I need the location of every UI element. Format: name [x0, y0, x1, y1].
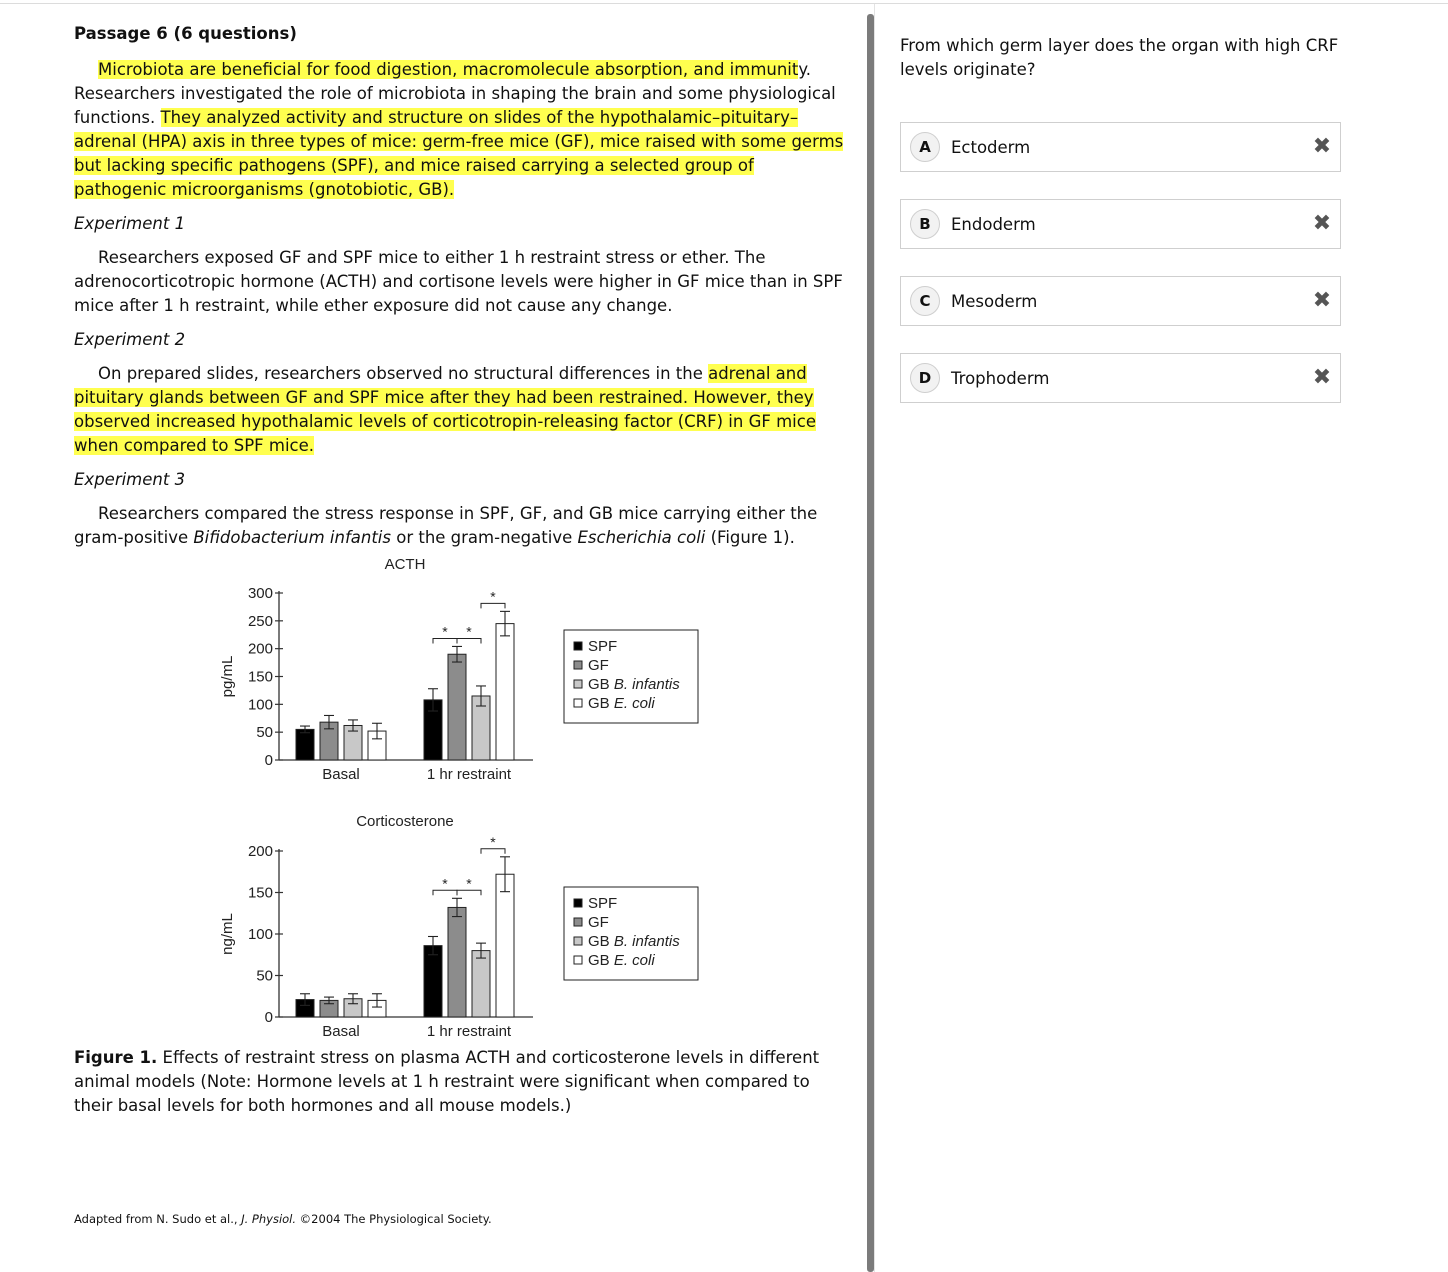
- passage-panel: [74, 22, 844, 1118]
- species-name: Escherichia coli: [577, 528, 706, 547]
- significance-star: *: [466, 623, 472, 640]
- panel-divider: [874, 4, 875, 1272]
- legend-label-text: GF: [588, 914, 609, 931]
- experiment-3-paragraph: [74, 502, 844, 550]
- legend-label-text: GF: [588, 657, 609, 674]
- y-tick-label: 100: [247, 926, 273, 943]
- experiment-2-heading: Experiment 2: [74, 330, 186, 349]
- legend-label-text: SPF: [588, 638, 618, 655]
- chart-title: ACTH: [384, 556, 426, 573]
- x-category-label: Basal: [322, 766, 360, 783]
- legend-swatch: [574, 661, 582, 669]
- choice-c[interactable]: [900, 276, 1341, 326]
- experiment-3-heading: Experiment 3: [74, 470, 186, 489]
- bar-gb-e-coli: [496, 874, 514, 1017]
- y-tick-label: 250: [247, 612, 273, 630]
- experiment-3-text: or the gram-negative: [390, 528, 578, 547]
- intro-paragraph: [74, 58, 844, 202]
- bar-gb-b-infantis: [472, 951, 490, 1017]
- choice-label[interactable]: Trophoderm: [951, 369, 1050, 388]
- journal-name: J. Physiol.: [241, 1212, 297, 1226]
- eliminate-icon[interactable]: ✖: [1312, 134, 1332, 159]
- legend-swatch: [574, 680, 582, 688]
- legend-label: [588, 914, 609, 931]
- species-name: Bifidobacterium infantis: [193, 528, 391, 547]
- caption-label: Figure 1.: [74, 1048, 158, 1067]
- eliminate-icon[interactable]: ✖: [1312, 288, 1332, 313]
- choice-a[interactable]: [900, 122, 1341, 172]
- bar-gb-e-coli: [496, 624, 514, 760]
- y-axis-label: ng/mL: [219, 913, 236, 955]
- choice-letter[interactable]: B: [910, 209, 940, 239]
- passage-title: Passage 6 (6 questions): [74, 24, 297, 43]
- y-tick-label: 300: [247, 585, 273, 602]
- choice-letter[interactable]: C: [910, 286, 940, 316]
- bar-gf: [448, 907, 466, 1017]
- legend-label-text: GB: [588, 676, 614, 693]
- choice-letter[interactable]: A: [910, 132, 940, 162]
- y-tick-label: 0: [264, 752, 273, 769]
- experiment-2-paragraph: [74, 362, 844, 458]
- choice-d[interactable]: [900, 353, 1341, 403]
- source-citation: [74, 1212, 492, 1226]
- legend-label-italic: E. coli: [613, 952, 655, 969]
- legend-label: [588, 933, 680, 950]
- choice-label[interactable]: Ectoderm: [951, 138, 1031, 157]
- legend-label-text: GB: [588, 695, 614, 712]
- legend-swatch: [574, 918, 582, 926]
- legend-label: [588, 695, 655, 712]
- highlight[interactable]: adrenal and pituitary glands between GF and SPF mice after they had been restrained. However, they observed increased hypothalamic levels of corticotropin-releasing factor (CRF) in GF mice when compared to SPF mice.: [74, 364, 816, 455]
- y-tick-label: 200: [247, 640, 273, 658]
- y-tick-label: 50: [256, 724, 273, 742]
- legend-swatch: [574, 642, 582, 650]
- legend-label-text: GB: [588, 933, 614, 950]
- choice-label[interactable]: Endoderm: [951, 215, 1036, 234]
- y-tick-label: 150: [247, 884, 273, 902]
- legend-label: [588, 895, 617, 912]
- y-tick-label: 50: [256, 967, 273, 985]
- legend-swatch: [574, 937, 582, 945]
- legend-label-italic: E. coli: [613, 695, 655, 712]
- eliminate-icon[interactable]: ✖: [1312, 365, 1332, 390]
- bar-spf: [296, 729, 314, 760]
- y-tick-label: 100: [247, 696, 273, 714]
- significance-star: *: [490, 588, 496, 605]
- legend-label: [588, 657, 609, 674]
- caption-text: Effects of restraint stress on plasma ACTH and corticosterone levels in different animal models (Note: Hormone levels at 1 h restraint were significant when compared to their basal levels for both hormones and all mouse models.): [74, 1048, 820, 1115]
- choice-letter[interactable]: D: [910, 363, 940, 393]
- highlight[interactable]: Microbiota are beneficial for food digestion, macromolecule absorption, and immunit: [98, 60, 799, 79]
- y-tick-label: 150: [247, 668, 273, 686]
- significance-star: *: [442, 623, 448, 640]
- legend-swatch: [574, 699, 582, 707]
- legend-swatch: [574, 899, 582, 907]
- legend-label: [588, 676, 680, 693]
- experiment-1-heading: Experiment 1: [74, 214, 186, 233]
- experiment-3-text: (Figure 1).: [705, 528, 795, 547]
- experiment-3-text: Researchers compared the stress response in SPF, GF, and GB mice carrying either the gram-positive: [74, 504, 818, 547]
- intro-text: y. Researchers investigated the role of microbiota in shaping the brain and some physiological functions.: [74, 60, 836, 127]
- question-stem: From which germ layer does the organ with high CRF levels originate?: [900, 36, 1339, 79]
- figure-caption: [74, 1046, 844, 1118]
- y-tick-label: 0: [264, 1009, 273, 1026]
- bar-gf: [448, 654, 466, 760]
- legend-label: [588, 952, 655, 969]
- significance-star: *: [466, 875, 472, 892]
- eliminate-icon[interactable]: ✖: [1312, 211, 1332, 236]
- figure-1: [74, 556, 844, 1046]
- legend-label-italic: B. infantis: [613, 676, 680, 693]
- citation-text: ©2004 The Physiological Society.: [296, 1212, 492, 1226]
- x-category-label: Basal: [322, 1023, 360, 1040]
- legend-label-text: GB: [588, 952, 614, 969]
- x-category-label: 1 hr restraint: [426, 1023, 512, 1040]
- y-axis-label: pg/mL: [219, 655, 236, 698]
- legend-swatch: [574, 956, 582, 964]
- top-divider: [0, 3, 1448, 4]
- y-tick-label: 200: [247, 843, 273, 860]
- legend-label: [588, 638, 617, 655]
- experiment-1-text: Researchers exposed GF and SPF mice to either 1 h restraint stress or ether. The adrenocorticotropic hormone (ACTH) and cortisone levels were higher in GF mice than in SPF mice after 1 h restraint, while ether exposure did not cause any change.: [74, 248, 843, 315]
- choice-label[interactable]: Mesoderm: [951, 292, 1038, 311]
- significance-star: *: [442, 875, 448, 892]
- citation-text: Adapted from N. Sudo et al.,: [74, 1212, 242, 1226]
- bar-spf: [424, 946, 442, 1017]
- chart-title: Corticosterone: [356, 813, 454, 830]
- experiment-2-text: On prepared slides, researchers observed no structural differences in the: [98, 364, 709, 383]
- highlight[interactable]: They analyzed activity and structure on slides of the hypothalamic–pituitary–adrenal (HPA) axis in three types of mice: germ-free mice (GF), mice raised with some germs but lacking specific pathogens (SPF), and mice raised carrying a selected group of pathogenic microorganisms (gnotobiotic, GB).: [74, 108, 844, 199]
- passage-scrollbar[interactable]: [867, 14, 874, 1272]
- x-category-label: 1 hr restraint: [426, 766, 512, 783]
- significance-star: *: [490, 833, 496, 850]
- choice-b[interactable]: [900, 199, 1341, 249]
- legend-label-text: SPF: [588, 895, 618, 912]
- legend-label-italic: B. infantis: [613, 933, 680, 950]
